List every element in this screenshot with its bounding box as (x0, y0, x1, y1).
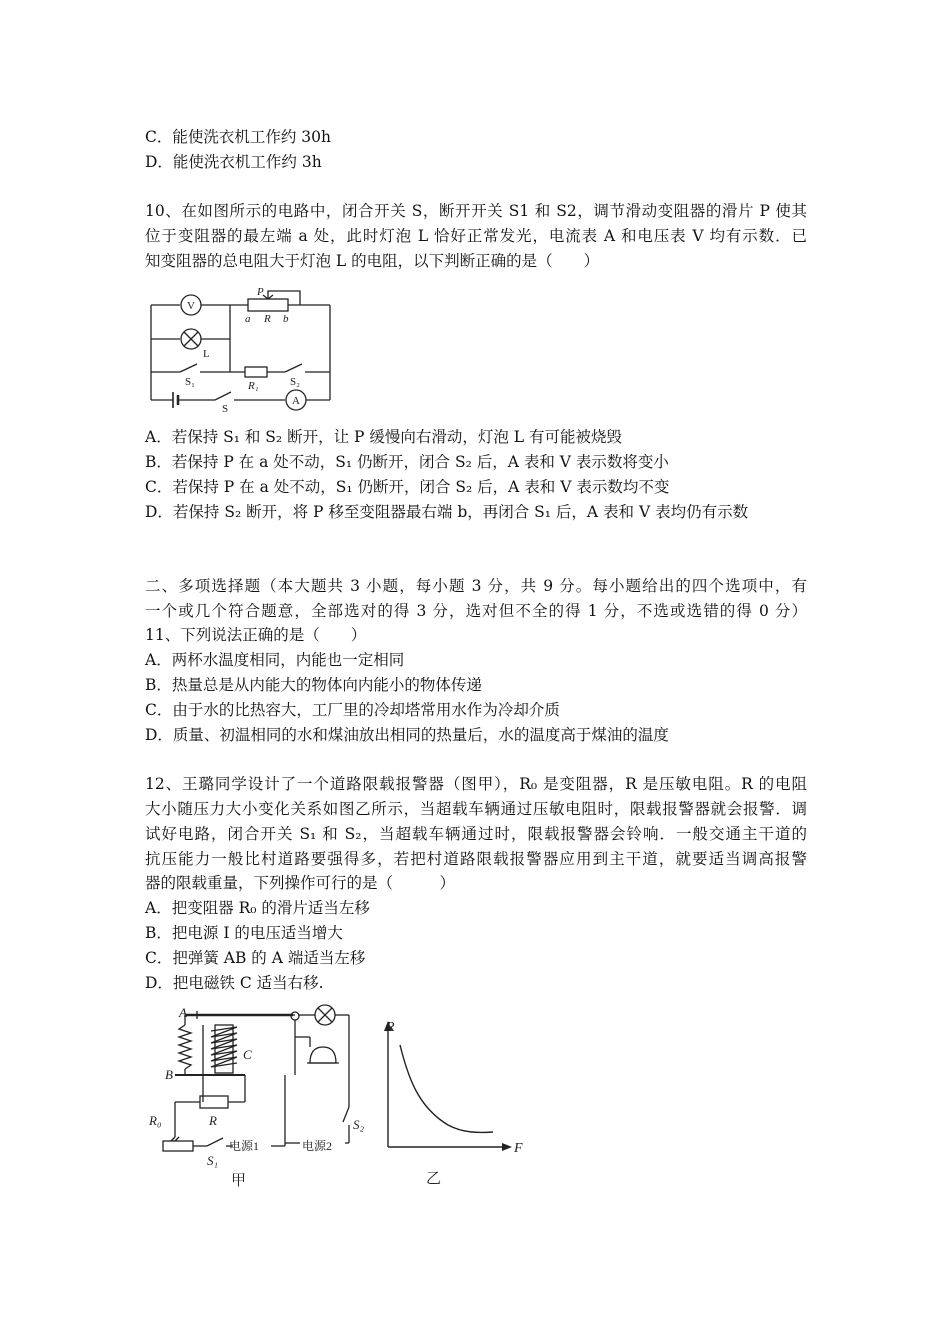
q9-option-c: C．能使洗衣机工作约 30h (145, 128, 331, 146)
q10-stem-line-1: 10、在如图所示的电路中，闭合开关 S，断开开关 S1 和 S2，调节滑动变阻器的滑片 P 使其 (145, 202, 807, 220)
resistor-r1-label: R₁ (248, 380, 259, 392)
caption-yi: 乙 (426, 1171, 442, 1187)
label-a: A (179, 1005, 187, 1020)
q12-option-d: D．把电磁铁 C 适当右移. (145, 974, 324, 992)
terminal-b-label: b (283, 313, 289, 325)
q10-option-d: D．若保持 S₂ 断开，将 P 移至变阻器最右端 b，再闭合 S₁ 后，A 表和 V 表均仍有示数 (145, 503, 749, 521)
lamp-label: L (203, 348, 210, 360)
label-c: C (243, 1047, 252, 1062)
r-f-curve (400, 1045, 493, 1132)
pressure-resistor-r-symbol (200, 1096, 228, 1108)
q11-stem: 11、下列说法正确的是（ ） (145, 626, 367, 644)
q12-option-c: C．把弹簧 AB 的 A 端适当左移 (145, 949, 366, 967)
q12-stem-line-4: 抗压能力一般比村道路要强得多，若把村道路限载报警器应用到主干道，就要适当调高报警 (145, 850, 807, 868)
rheostat-r0-symbol (163, 1141, 193, 1151)
switch-s1-label: S₁ (185, 376, 195, 388)
q11-option-d: D．质量、初温相同的水和煤油放出相同的热量后，水的温度高于煤油的温度 (145, 726, 669, 744)
caption-jia: 甲 (231, 1173, 247, 1189)
q10-circuit-diagram (145, 286, 345, 415)
switch-s2-label: S₂ (290, 376, 300, 388)
q12-option-a: A．把变阻器 R₀ 的滑片适当左移 (145, 899, 370, 917)
q11-option-a: A．两杯水温度相同，内能也一定相同 (145, 651, 405, 669)
q12-figure-yi (378, 1007, 528, 1187)
ammeter-label: A (292, 395, 300, 407)
rheostat-r-label: R (264, 313, 271, 325)
spring-ab-icon (179, 1025, 191, 1069)
section2-heading-line-2: 一个或几个符合题意，全部选对的得 3 分，选对但不全的得 1 分，不选或选错的得 0 分） (145, 602, 807, 620)
q10-option-b: B．若保持 P 在 a 处不动，S₁ 仍断开，闭合 S₂ 后，A 表和 V 表示数将变小 (145, 453, 669, 471)
q10-option-a: A．若保持 S₁ 和 S₂ 断开，让 P 缓慢向右滑动，灯泡 L 有可能被烧毁 (145, 428, 622, 446)
q10-stem-line-2: 位于变阻器的最左端 a 处，此时灯泡 L 恰好正常发光，电流表 A 和电压表 V 均有示数．已 (145, 227, 807, 245)
slider-p-label: P (257, 286, 264, 298)
label-source-1: 电源1 (229, 1139, 260, 1153)
label-source-2: 电源2 (302, 1139, 333, 1153)
label-r: R (209, 1113, 217, 1128)
axis-label-r: R (386, 1020, 395, 1035)
label-r0: R₀ (149, 1113, 162, 1128)
q10-stem-line-3: 知变阻器的总电阻大于灯泡 L 的电阻，以下判断正确的是（ ） (145, 252, 600, 270)
switch-s-label: S (222, 403, 229, 415)
label-b: B (165, 1067, 173, 1082)
q10-option-c: C．若保持 P 在 a 处不动，S₁ 仍断开，闭合 S₂ 后，A 表和 V 表示数均不变 (145, 478, 670, 496)
q12-stem-line-2: 大小随压力大小变化关系如图乙所示，当超载车辆通过压敏电阻时，限载报警器就会报警．调 (145, 800, 807, 818)
label-s1: S₁ (207, 1153, 219, 1168)
section2-heading-line-1: 二、多项选择题（本大题共 3 小题，每小题 3 分，共 9 分。每小题给出的四个选项中，有 (145, 577, 807, 595)
q12-option-b: B．把电源 I 的电压适当增大 (145, 924, 343, 942)
voltmeter-label: V (187, 300, 195, 312)
resistor-r1-symbol (245, 367, 267, 377)
q12-stem-line-3: 试好电路，闭合开关 S₁ 和 S₂，当超载车辆通过时，限载报警器会铃响．一般交通主干道的 (145, 825, 807, 843)
axis-label-f: F (514, 1141, 523, 1156)
rheostat-symbol (248, 299, 288, 311)
q12-figure-jia (145, 1005, 365, 1189)
q11-option-b: B．热量总是从内能大的物体向内能小的物体传递 (145, 676, 482, 694)
alarm-bell-icon (310, 1047, 336, 1063)
q12-stem-line-5: 器的限载重量，下列操作可行的是（ ） (145, 874, 456, 892)
q11-option-c: C．由于水的比热容大，工厂里的冷却塔常用水作为冷却介质 (145, 701, 560, 719)
q9-option-d: D．能使洗衣机工作约 3h (145, 153, 322, 171)
q12-stem-line-1: 12、王璐同学设计了一个道路限载报警器（图甲），R₀ 是变阻器，R 是压敏电阻。R 的电阻 (145, 775, 807, 793)
terminal-a-label: a (245, 313, 251, 325)
label-s2: S₂ (353, 1117, 365, 1132)
